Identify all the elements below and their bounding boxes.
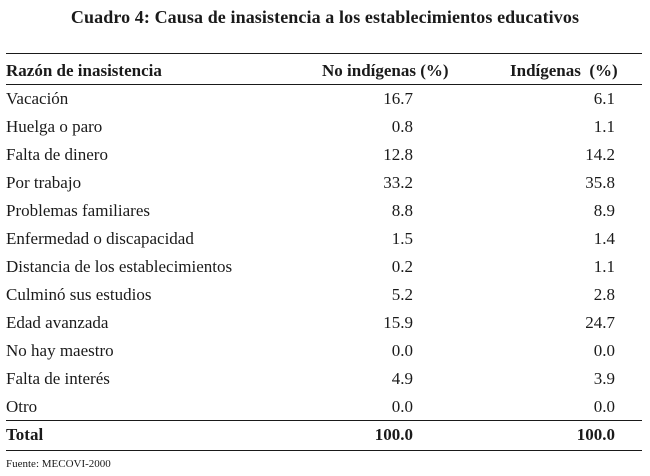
source-note: Fuente: MECOVI-2000 bbox=[6, 458, 111, 470]
row-reason: Falta de dinero bbox=[6, 145, 108, 164]
row-reason: Distancia de los establecimientos bbox=[6, 257, 233, 276]
row-no-indigenas: 4.9 bbox=[391, 369, 413, 388]
row-reason: Edad avanzada bbox=[6, 313, 109, 332]
row-indigenas: 1.1 bbox=[593, 117, 615, 136]
total-no-indigenas: 100.0 bbox=[374, 425, 413, 444]
row-indigenas: 0.0 bbox=[593, 397, 615, 416]
row-reason: Problemas familiares bbox=[6, 201, 150, 220]
row-reason: Por trabajo bbox=[6, 173, 82, 192]
row-no-indigenas: 16.7 bbox=[383, 89, 413, 108]
row-no-indigenas: 5.2 bbox=[391, 285, 413, 304]
row-no-indigenas: 15.9 bbox=[383, 313, 413, 332]
row-reason: Vacación bbox=[6, 89, 69, 108]
row-no-indigenas: 0.0 bbox=[391, 341, 413, 360]
row-no-indigenas: 33.2 bbox=[383, 173, 413, 192]
row-reason: Otro bbox=[6, 397, 38, 416]
row-indigenas: 35.8 bbox=[585, 173, 615, 192]
row-no-indigenas: 1.5 bbox=[391, 229, 413, 248]
header-rule bbox=[6, 84, 642, 85]
header-reason: Razón de inasistencia bbox=[6, 61, 162, 80]
row-indigenas: 2.8 bbox=[593, 285, 615, 304]
header-indigenas: Indígenas (%) bbox=[510, 61, 618, 80]
top-rule bbox=[6, 53, 642, 54]
row-indigenas: 14.2 bbox=[585, 145, 615, 164]
total-rule bbox=[6, 420, 642, 421]
row-no-indigenas: 8.8 bbox=[391, 201, 413, 220]
row-no-indigenas: 0.8 bbox=[391, 117, 413, 136]
table-title: Cuadro 4: Causa de inasistencia a los establecimientos educativos bbox=[70, 7, 580, 27]
header-no-indigenas: No indígenas (%) bbox=[322, 61, 449, 80]
row-reason: Enfermedad o discapacidad bbox=[6, 229, 194, 248]
row-reason: Huelga o paro bbox=[6, 117, 103, 136]
row-indigenas: 1.1 bbox=[593, 257, 615, 276]
total-indigenas: 100.0 bbox=[576, 425, 615, 444]
row-no-indigenas: 0.2 bbox=[391, 257, 413, 276]
total-label: Total bbox=[6, 425, 44, 444]
row-no-indigenas: 12.8 bbox=[383, 145, 413, 164]
row-indigenas: 6.1 bbox=[593, 89, 615, 108]
row-indigenas: 1.4 bbox=[593, 229, 615, 248]
row-indigenas: 24.7 bbox=[585, 313, 615, 332]
row-no-indigenas: 0.0 bbox=[391, 397, 413, 416]
row-indigenas: 0.0 bbox=[593, 341, 615, 360]
row-reason: No hay maestro bbox=[6, 341, 114, 360]
row-indigenas: 3.9 bbox=[593, 369, 615, 388]
row-indigenas: 8.9 bbox=[593, 201, 615, 220]
row-reason: Falta de interés bbox=[6, 369, 110, 388]
bottom-rule bbox=[6, 450, 642, 451]
row-reason: Culminó sus estudios bbox=[6, 285, 152, 304]
